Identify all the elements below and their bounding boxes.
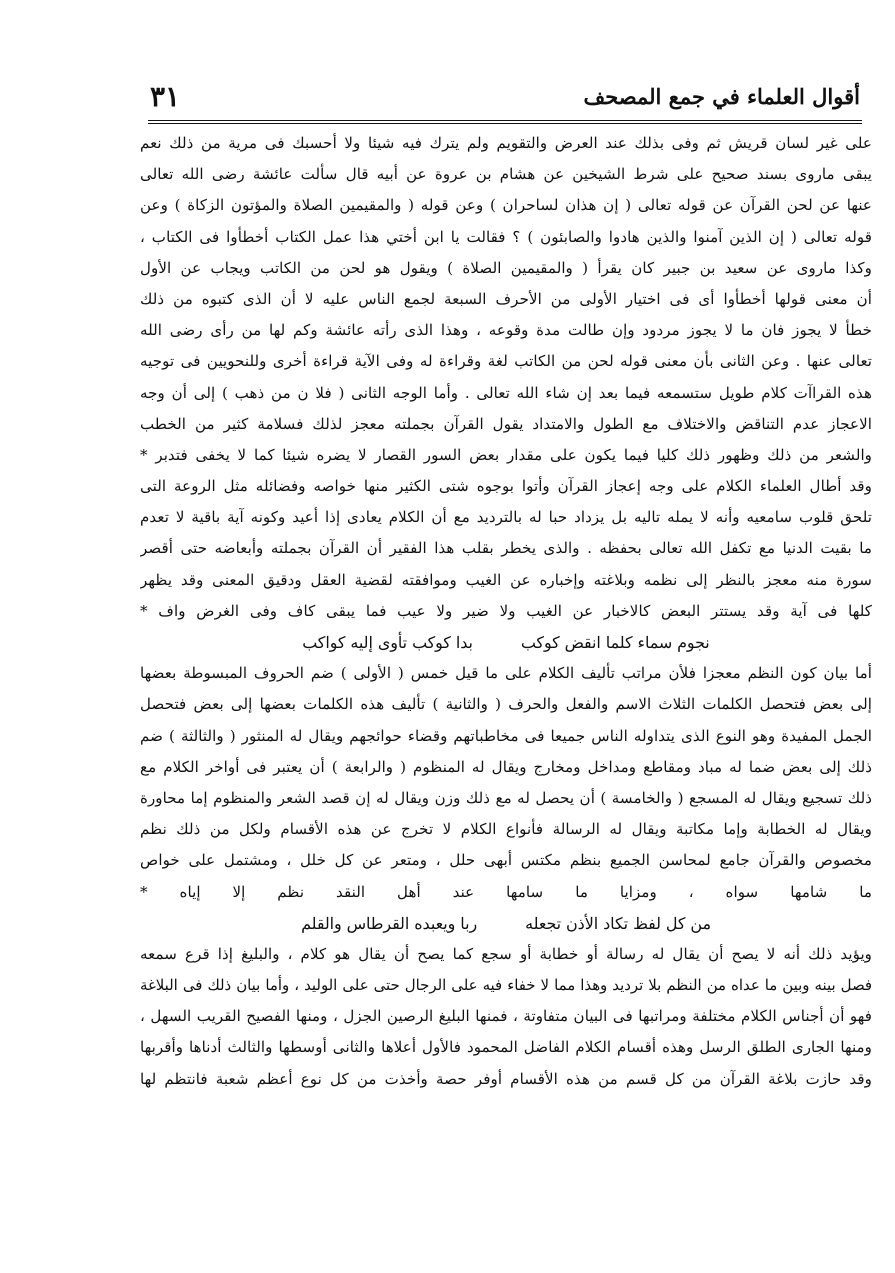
text-line: ما شامها سواه ، ومزايا ما سامها عند أهل النقد نظم إلا إياه *: [140, 882, 872, 901]
verse-couplet-2: [140, 908, 872, 939]
text-line: ويؤيد ذلك أنه لا يصح أن يقال له رسالة أو خطابة أو سجع كما يصح أن يقال هو كلام ، والبليغ إذا قرع سمعه: [140, 944, 872, 963]
text-line: يبقى ماروى بسند صحيح على شرط الشيخين عن هشام بن عروة عن أبيه قال سألت عائشة رضى الله تعالى: [140, 165, 872, 184]
text-line: أن معنى قولها أخطأوا أى فى اختيار الأولى من الأحرف السبعة لجمع الناس عليه لا أن الذى كتبوه من ذلك: [140, 289, 872, 308]
text-line: مخصوص والقرآن جامع لمحاسن الجميع بنظم مكتس أبهى حلل ، ومتعر عن كل خلل ، ومشتمل على خواص: [140, 851, 872, 870]
text-line: وقد حازت بلاغة القرآن من كل قسم من هذه الأقسام أوفر حصة وأخذت من كل نوع أعظم شعبة فانتظم لها: [140, 1069, 872, 1088]
body-text: [140, 128, 872, 1095]
text-line: كلها فى آية وقد يستتر البعض كالاخبار عن الغيب ولا ضير ولا عيب فما يبقى كاف وفى الغرض واف *: [140, 601, 872, 620]
text-block-3: [140, 939, 872, 1095]
text-line: ويقال له الخطابة وإما مكاتبة ويقال له الرسالة فأنواع الكلام لا تخرج عن هذه الأقسام ولكل من ذلك نظم: [140, 820, 872, 839]
text-line: تلحق قلوب سامعيه وأنه لا يمله تاليه بل يزداد حبا له بالترديد مع أن الكلام يعادى إذا أعيد وكونه آية باقية لا تعدم: [140, 508, 872, 527]
text-line: فهو أن أجناس الكلام مختلفة ومراتبها فى البيان متفاوتة ، فمنها البليغ الرصين الجزل ، ومنها الفصيح القريب السهل ،: [140, 1007, 872, 1026]
page-number: ٣١: [150, 80, 181, 113]
verse-hemistich-second: ربا ويعبده القرطاس والقلم: [301, 913, 478, 933]
text-block-2: [140, 658, 872, 908]
text-line: تعالى عنها . وعن الثانى بأن معنى قوله لحن من الكاتب لغة وقراءة له وفى الآية قراءة أخرى وللنحويين فى توجيه: [140, 352, 872, 371]
text-block-1: [140, 128, 872, 627]
text-line: ذلك تسجيع ويقال له المسجع ( والخامسة ) أن يحصل له مع ذلك وزن ويقال له إن قصد الشعر والمنظوم إما محاورة: [140, 788, 872, 807]
text-line: فصل بينه وبين ما عداه من النظم بلا ترديد وهذا مما لا خفاء فيه على الرجال حتى على الوليد ، وأما بيان ذلك فى البلاغة: [140, 976, 872, 995]
text-line: سورة منه معجز بالنظر إلى نظمه وبلاغته وإخباره عن الغيب وموافقته لقضية العقل ودقيق المعنى وقد يظهر: [140, 570, 872, 589]
text-line: الجمل المفيدة وهو النوع الذى يتداوله الناس جميعا فى مخاطباتهم وقضاء حوائجهم ويقال له المنثور ( والثالثة ) ضم: [140, 726, 872, 745]
text-line: خطأ لا يجوز فان ما لا يجوز مردود وإن طالت مدة وقوعه ، وهذا الذى رأته عائشة وكم لها من رأى رضى الله: [140, 321, 872, 340]
text-line: عنها عن لحن القرآن عن قوله تعالى ( إن هذان لساحران ) وعن قوله ( والمقيمين الصلاة والمؤتون الزكاة ) وعن: [140, 196, 872, 215]
text-line: وكذا ماروى عن سعيد بن جبير كان يقرأ ( والمقيمين الصلاة ) ويقول هو لحن من الكاتب ويجاب عن الأول: [140, 258, 872, 277]
verse-hemistich-first: نجوم سماء كلما انقض كوكب: [520, 633, 710, 652]
text-line: قوله تعالى ( إن الذين آمنوا والذين هادوا والصابئون ) ؟ فقالت يا ابن أختي هذا عمل الكتاب أخطأوا فى الكتاب ،: [140, 227, 872, 246]
verse-couplet-1: [140, 627, 872, 658]
running-title: أقوال العلماء في جمع المصحف: [583, 84, 860, 109]
text-line: هذه القراآت كلام طويل ستسمعه فيما بعد إن شاء الله تعالى . وأما الوجه الثانى ( فلا ن من ذهب ) إلى أن وجه: [140, 383, 872, 402]
text-line: على غير لسان قريش ثم وفى بذلك عند العرض والتقويم ولم يترك فيه شيئا ولا أحسبك فى مرية من ذلك نعم: [140, 134, 872, 152]
text-line: أما بيان كون النظم معجزا فلأن مراتب تأليف الكلام على ما قيل خمس ( الأولى ) ضم الحروف المبسوطة بعضها: [140, 664, 872, 683]
text-line: ومنها الجارى الطلق الرسل وهذه أقسام الكلام الفاضل المحمود فالأول أعلاها والثانى أوسطها والثالث أدناها وأقربها: [140, 1038, 872, 1057]
page-header: [150, 78, 860, 118]
text-line: ما بقيت الدنيا مع تكفل الله تعالى بحفظه . والذى يخطر بقلب هذا الفقير أن القرآن بجملته وأبعاضه حتى أقصر: [140, 539, 872, 558]
header-rule: [148, 120, 862, 124]
text-line: وقد أطال العلماء الكلام على وجه إعجاز القرآن وأتوا بوجوه شتى الكثير منها خواصه وفضائله مثل الروعة التى: [140, 477, 872, 496]
text-line: ذلك إلى بعض ضما له مباد ومقاطع ومداخل ومخارج ويقال له المنظوم ( والرابعة ) أن يعتبر فى أواخر الكلام مع: [140, 757, 872, 776]
text-line: إلى بعض فتحصل الكلمات الثلاث الاسم والفعل والحرف ( والثانية ) تأليف هذه الكلمات بعضها إلى بعض فتحصل: [140, 695, 872, 714]
text-line: الاعجاز عدم التناقض والاختلاف مع الطول والامتداد يقول القرآن بجملته معجز لذلك فسلامة كثير من الخطب: [140, 414, 872, 433]
text-line: والشعر من ذلك وظهور ذلك كليا فيما يكون على مقدار بعض السور القصار لا يضره شيئا كما لا يخفى فتدبر *: [140, 445, 872, 464]
verse-hemistich-first: من كل لفظ تكاد الأذن تجعله: [525, 913, 711, 933]
verse-hemistich-second: بدا كوكب تأوى إليه كواكب: [302, 633, 473, 652]
